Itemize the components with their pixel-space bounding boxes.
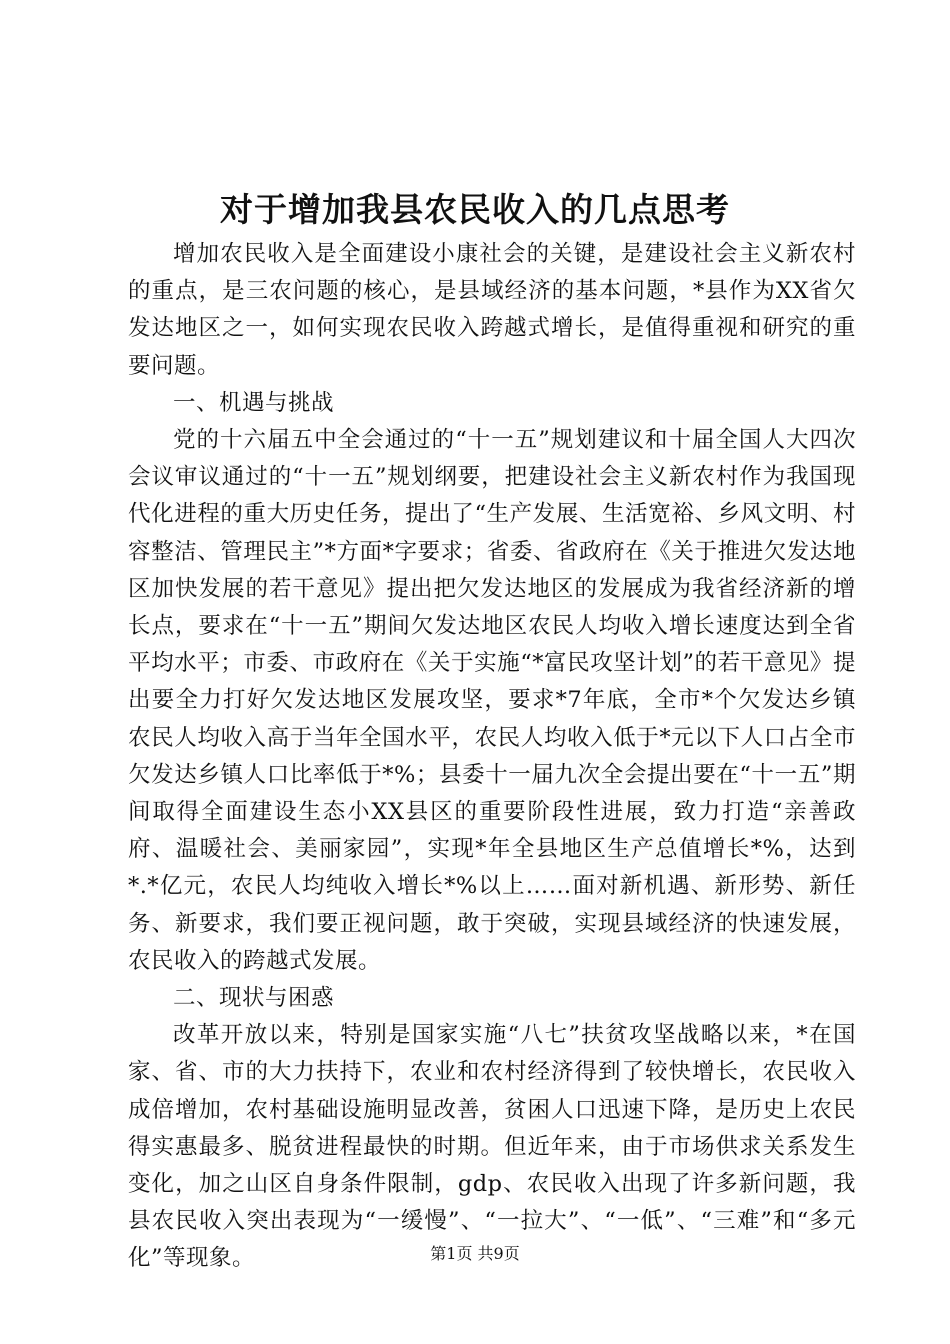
page-footer: 第1页 共9页 bbox=[430, 1244, 520, 1263]
section-heading-status: 二、现状与困惑 bbox=[173, 985, 335, 1012]
document-body bbox=[128, 236, 856, 1278]
paragraph-status: 改革开放以来，特别是国家实施“八七”扶贫攻坚战略以来，*在国家、省、市的大力扶持下，农业和农村经济得到了较快增长，农民收入成倍增加，农村基础设施明显改善，贫困人口迅速下降，是历史上农民得实惠最多、脱贫进程最快的时期。但近年来，由于市场供求关系发生变化，加之山区自身条件限制，gdp、农民收入出现了许多新问题，我县农民收入突出表现为“一缓慢”、“一拉大”、“一低”、“三难”和“多元化”等现象。 bbox=[128, 1022, 856, 1272]
section-heading-opportunities: 一、机遇与挑战 bbox=[173, 389, 335, 416]
document-title: 对于增加我县农民收入的几点思考 bbox=[220, 190, 730, 229]
paragraph-intro: 增加农民收入是全面建设小康社会的关键，是建设社会主义新农村的重点，是三农问题的核心，是县域经济的基本问题，*县作为XX省欠发达地区之一，如何实现农民收入跨越式增长，是值得重视和研究的重要问题。 bbox=[128, 241, 856, 379]
paragraph-opportunities: 党的十六届五中全会通过的“十一五”规划建议和十届全国人大四次会议审议通过的“十一五”规划纲要，把建设社会主义新农村作为我国现代化进程的重大历史任务，提出了“生产发展、生活宽裕、乡风文明、村容整洁、管理民主”*方面*字要求；省委、省政府在《关于推进欠发达地区加快发展的若干意见》提出把欠发达地区的发展成为我省经济新的增长点，要求在“十一五”期间欠发达地区农民人均收入增长速度达到全省平均水平；市委、市政府在《关于实施“*富民攻坚计划”的若干意见》提出要全力打好欠发达地区发展攻坚，要求*7年底，全市*个欠发达乡镇农民人均收入高于当年全国水平，农民人均收入低于*元以下人口占全市欠发达乡镇人口比率低于*%；县委十一届九次全会提出要在“十一五”期间取得全面建设生态小XX县区的重要阶段性进展，致力打造“亲善政府、温暖社会、美丽家园”，实现*年全县地区生产总值增长*%，达到*.*亿元，农民人均纯收入增长*%以上……面对新机遇、新形势、新任务、新要求，我们要正视问题，敢于突破，实现县域经济的快速发展，农民收入的跨越式发展。 bbox=[128, 427, 856, 974]
